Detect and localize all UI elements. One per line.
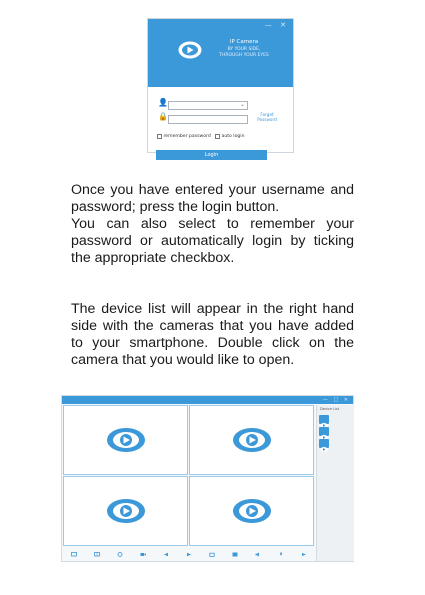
username-field[interactable] <box>168 101 248 110</box>
fullscreen-icon[interactable] <box>117 552 123 557</box>
device-thumbnail-icon <box>319 427 329 436</box>
record-icon[interactable] <box>140 552 146 557</box>
instruction-paragraph-1: Once you have entered your username and password; press the login button. <box>71 182 354 215</box>
login-button[interactable]: Login <box>156 150 267 160</box>
speaker-icon[interactable] <box>255 552 261 557</box>
ptz-left-icon[interactable] <box>163 552 169 557</box>
lock-icon: 🔒 <box>158 112 168 121</box>
quad-view-icon[interactable] <box>94 552 100 557</box>
device-list-item-2[interactable] <box>319 426 352 436</box>
device-window-controls[interactable]: — □ ✕ <box>322 397 350 403</box>
brand-title: IP Camera <box>229 39 259 45</box>
camera-view-3[interactable] <box>63 476 188 546</box>
device-window-screenshot <box>61 395 354 562</box>
auto-login-checkbox[interactable] <box>215 134 220 139</box>
chevron-down-icon[interactable]: ⌄ <box>239 101 245 108</box>
playback-icon[interactable] <box>232 552 238 557</box>
device-thumbnail-icon <box>319 415 329 424</box>
login-header <box>148 19 293 87</box>
settings-icon[interactable] <box>301 552 307 557</box>
auto-login-option[interactable] <box>215 134 245 139</box>
forgot-password-line-1: Forget <box>260 112 274 117</box>
remember-password-checkbox[interactable] <box>157 134 162 139</box>
brand-tagline-1: BY YOUR SIDE, <box>227 47 261 52</box>
camera-logo-icon <box>232 498 272 524</box>
camera-logo-icon <box>232 427 272 453</box>
microphone-icon[interactable] <box>278 552 284 557</box>
forgot-password-link[interactable] <box>254 112 280 122</box>
instruction-paragraph-2: You can also select to remember your password or automatically login by ticking the appropriate checkbox. <box>71 216 354 266</box>
device-list-panel <box>316 405 354 561</box>
window-controls[interactable]: — ✕ <box>264 21 289 29</box>
login-window-screenshot <box>147 18 294 158</box>
single-view-icon[interactable] <box>71 552 77 557</box>
device-list-title: Device List <box>320 407 340 411</box>
login-form <box>148 87 293 158</box>
camera-toolbar <box>63 547 315 561</box>
remember-password-option[interactable] <box>157 134 211 139</box>
remember-password-label: remember password <box>163 134 211 139</box>
camera-logo-icon <box>106 427 146 453</box>
camera-view-1[interactable] <box>63 405 188 475</box>
camera-view-2[interactable] <box>189 405 314 475</box>
camera-grid <box>63 405 315 547</box>
auto-login-label: auto login <box>221 134 245 139</box>
device-list-item-1[interactable] <box>319 414 352 424</box>
device-list-item-3[interactable] <box>319 438 352 448</box>
device-thumbnail-icon <box>319 439 329 448</box>
device-window-titlebar <box>62 396 353 404</box>
camera-view-4[interactable] <box>189 476 314 546</box>
ptz-right-icon[interactable] <box>186 552 192 557</box>
brand-tagline-2: THROUGH YOUR EYES <box>219 53 269 58</box>
snapshot-icon[interactable] <box>209 552 215 557</box>
camera-logo-icon <box>106 498 146 524</box>
forgot-password-line-2: Password <box>257 117 277 122</box>
app-logo-icon <box>178 41 202 59</box>
user-icon: 👤 <box>158 98 168 107</box>
password-field[interactable] <box>168 115 248 124</box>
instruction-paragraph-3: The device list will appear in the right hand side with the cameras that you have added to your smartphone. Double click on the camera that you would like to open. <box>71 301 354 368</box>
